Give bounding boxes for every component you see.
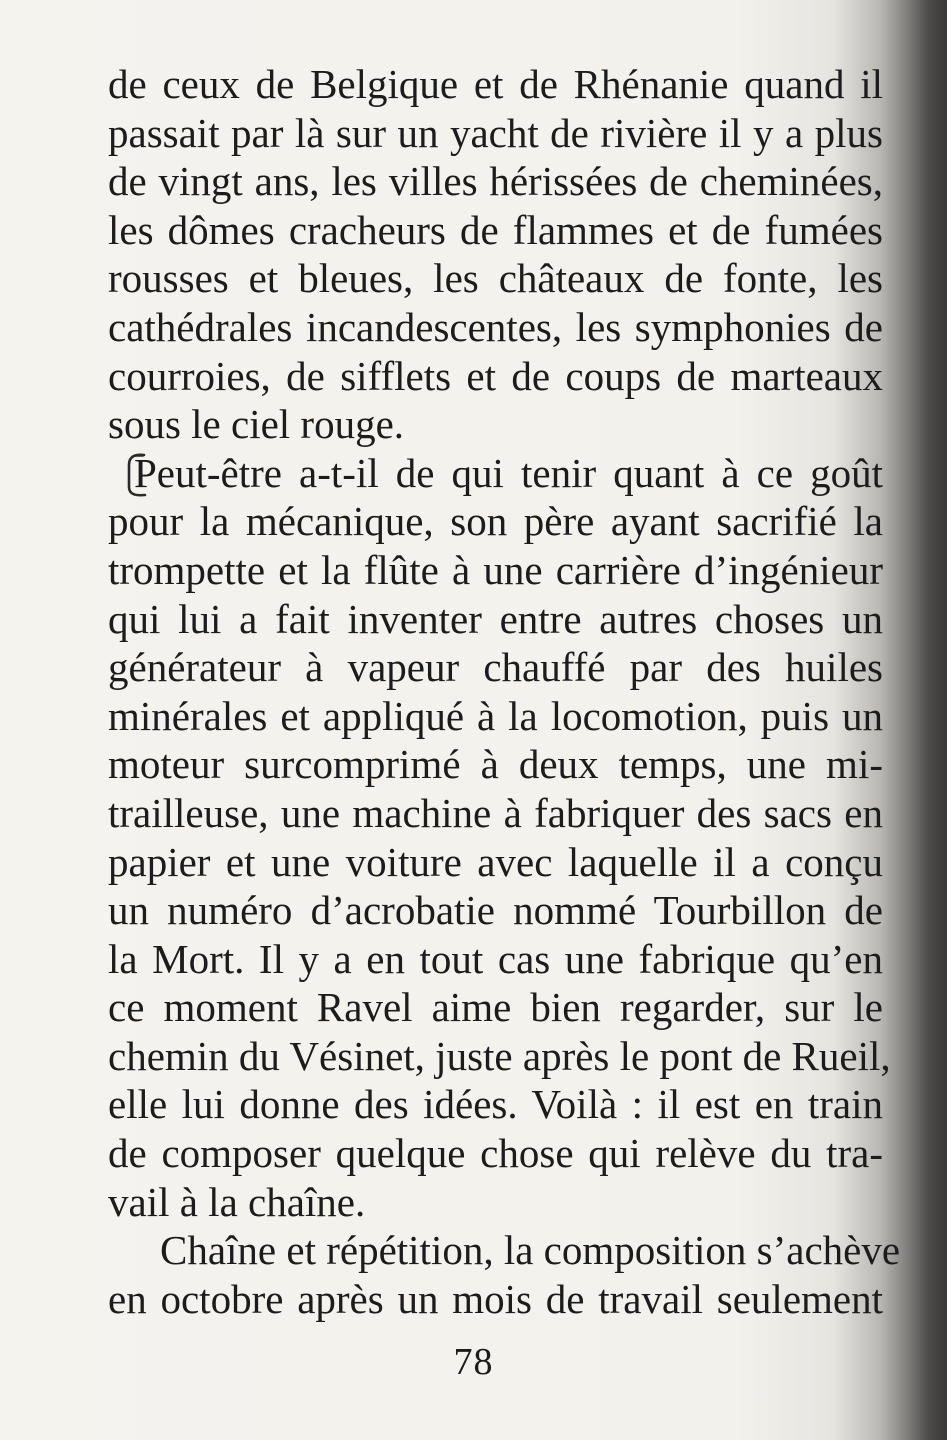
page-number: 78 [453,1341,494,1383]
paragraph-2 [108,449,891,1227]
text-line: sous le ciel rouge. [108,401,405,448]
text-line-marked [108,449,883,498]
body-text [108,60,901,1323]
text-line: en octobre après un mois de travail seulement [108,1275,883,1322]
text-line: cathédrales incandescentes, les symphonies de [108,303,883,350]
text-line: de vingt ans, les villes hérissées de cheminées, [108,158,883,205]
text-line: moteur surcomprimé à deux temps, une mi- [108,741,883,788]
text-line: chemin du Vésinet, juste après le pont de Rueil, [108,1032,891,1079]
text-line: rousses et bleues, les châteaux de fonte, les [108,255,883,302]
text-line: passait par là sur un yacht de rivière il y a plus [108,109,883,156]
text-line: les dômes cracheurs de flammes et de fumées [108,206,883,253]
text-line: de composer quelque chose qui relève du tra- [108,1130,883,1177]
text-line-content: Peut-être a-t-il de qui tenir quant à ce goût [134,449,883,496]
text-line: un numéro d’acrobatie nommé Tourbillon de [108,887,883,934]
text-line: vail à la chaîne. [108,1178,366,1225]
text-line: trompette et la flûte à une carrière d’ingénieur [108,546,883,593]
text-line: courroies, de sifflets et de coups de marteaux [108,352,883,399]
text-line: qui lui a fait inventer entre autres choses un [108,595,883,642]
text-line: elle lui donne des idées. Voilà : il est en train [108,1081,883,1128]
text-line: de ceux de Belgique et de Rhénanie quand il [108,61,883,107]
paragraph-3 [108,1226,901,1323]
text-line: pour la mécanique, son père ayant sacrifié la [108,498,883,545]
text-line: générateur à vapeur chauffé par des huiles [108,644,883,691]
hand-drawn-bracket-icon [124,451,148,499]
paragraph-1 [108,60,883,449]
text-line: minérales et appliqué à la locomotion, puis un [108,692,883,739]
text-line: trailleuse, une machine à fabriquer des sacs en [108,789,883,836]
text-line: ce moment Ravel aime bien regarder, sur le [108,984,883,1031]
text-line: papier et une voiture avec laquelle il a conçu [108,838,883,885]
text-line: la Mort. Il y a en tout cas une fabrique qu’en [108,935,883,982]
text-line: Chaîne et répétition, la composition s’achève [160,1227,901,1274]
